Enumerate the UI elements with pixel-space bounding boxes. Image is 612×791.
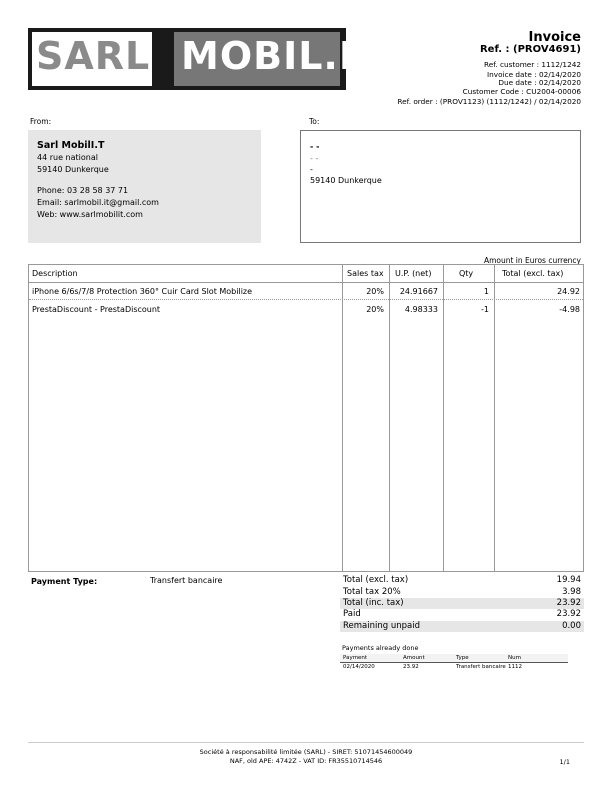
totals-label: Remaining unpaid: [343, 621, 420, 631]
row-sales-tax: 20%: [366, 305, 384, 314]
sender-address-line1: 44 rue national: [37, 153, 98, 162]
payments-header-type: Type: [456, 655, 469, 661]
totals-row: [340, 575, 584, 586]
invoice-lines-table: [28, 264, 584, 572]
row-unit-price: 4.98333: [404, 305, 438, 314]
logo-word-mobilit: MOBIL.IT: [181, 34, 381, 78]
sender-email: Email: sarlmobil.it@gmail.com: [37, 198, 159, 207]
recipient-address-box: [300, 130, 581, 243]
totals-value: 0.00: [562, 621, 581, 631]
row-sales-tax: 20%: [366, 287, 384, 296]
totals-value: 23.92: [556, 598, 581, 608]
footer-company-info: Société à responsabilité limitée (SARL) - SIRET: 51071454600049: [199, 748, 413, 756]
column-separator: [443, 265, 444, 571]
sender-address-line2: 59140 Dunkerque: [37, 165, 109, 174]
payments-header-row: [340, 654, 568, 663]
totals-label: Total (inc. tax): [343, 598, 404, 608]
ref-order: Ref. order : (PROV1123) (1112/1242) / 02/14/2020: [397, 97, 581, 106]
to-label: To:: [309, 117, 320, 126]
totals-value: 23.92: [556, 609, 581, 619]
totals-row: [340, 609, 584, 620]
payments-header-payment: Payment: [343, 655, 368, 661]
payments-header-amount: Amount: [403, 655, 425, 661]
payments-header-num: Num: [508, 655, 521, 661]
totals-label: Total tax 20%: [343, 587, 401, 597]
recipient-name: - -: [310, 142, 320, 151]
totals-row: [340, 621, 584, 632]
payment-type-label: Payment Type:: [31, 577, 98, 586]
totals-label: Paid: [343, 609, 361, 619]
row-description: iPhone 6/6s/7/8 Protection 360° Cuir Card Slot Mobilize: [32, 287, 253, 296]
recipient-line2: -: [310, 165, 313, 174]
totals-value: 19.94: [556, 575, 581, 585]
payment-type: Transfert bancaire: [456, 664, 506, 670]
totals-row: [340, 587, 584, 598]
row-qty: -1: [481, 305, 489, 314]
table-header-row: [29, 265, 583, 283]
header-description: Description: [32, 269, 78, 278]
row-divider: [29, 299, 583, 300]
page-number: 1/1: [559, 758, 570, 766]
recipient-line3: 59140 Dunkerque: [310, 176, 382, 185]
payments-done-title: Payments already done: [342, 644, 419, 652]
header-total-excl-tax: Total (excl. tax): [502, 269, 564, 278]
column-separator: [342, 265, 343, 571]
header-qty: Qty: [459, 269, 474, 278]
payment-num: 1112: [508, 664, 522, 670]
payment-date: 02/14/2020: [343, 664, 375, 670]
ref-customer: Ref. customer : 1112/1242: [484, 60, 581, 69]
row-description: PrestaDiscount - PrestaDiscount: [32, 305, 161, 314]
row-total: -4.98: [559, 305, 580, 314]
invoice-title: Invoice: [528, 30, 581, 45]
footer-divider: [28, 742, 584, 743]
sender-web: Web: www.sarlmobilit.com: [37, 210, 143, 219]
header-unit-price: U.P. (net): [395, 269, 432, 278]
recipient-line1: - -: [310, 154, 319, 163]
column-separator: [389, 265, 390, 571]
due-date: Due date : 02/14/2020: [498, 78, 581, 87]
payment-amount: 23.92: [403, 664, 419, 670]
payment-type-value: Transfert bancaire: [150, 576, 223, 585]
customer-code: Customer Code : CU2004-00006: [462, 87, 581, 96]
invoice-ref: Ref. : (PROV4691): [479, 44, 581, 55]
logo-word-sarl: SARL: [36, 34, 151, 78]
column-separator: [494, 265, 495, 571]
row-qty: 1: [483, 287, 489, 296]
currency-note: Amount in Euros currency: [483, 256, 581, 265]
sender-phone: Phone: 03 28 58 37 71: [37, 186, 129, 195]
footer-vat-info: NAF, old APE: 4742Z - VAT ID: FR35510714546: [229, 757, 383, 765]
sender-address-box: [28, 130, 261, 243]
from-label: From:: [30, 117, 52, 126]
totals-label: Total (excl. tax): [343, 575, 409, 585]
company-logo: [28, 28, 381, 90]
totals-row: [340, 598, 584, 609]
row-total: 24.92: [557, 287, 580, 296]
sender-name: Sarl MobilI.T: [37, 140, 105, 151]
row-unit-price: 24.91667: [399, 287, 438, 296]
totals-value: 3.98: [562, 587, 581, 597]
invoice-date: Invoice date : 02/14/2020: [486, 70, 581, 79]
header-sales-tax: Sales tax: [347, 269, 384, 278]
